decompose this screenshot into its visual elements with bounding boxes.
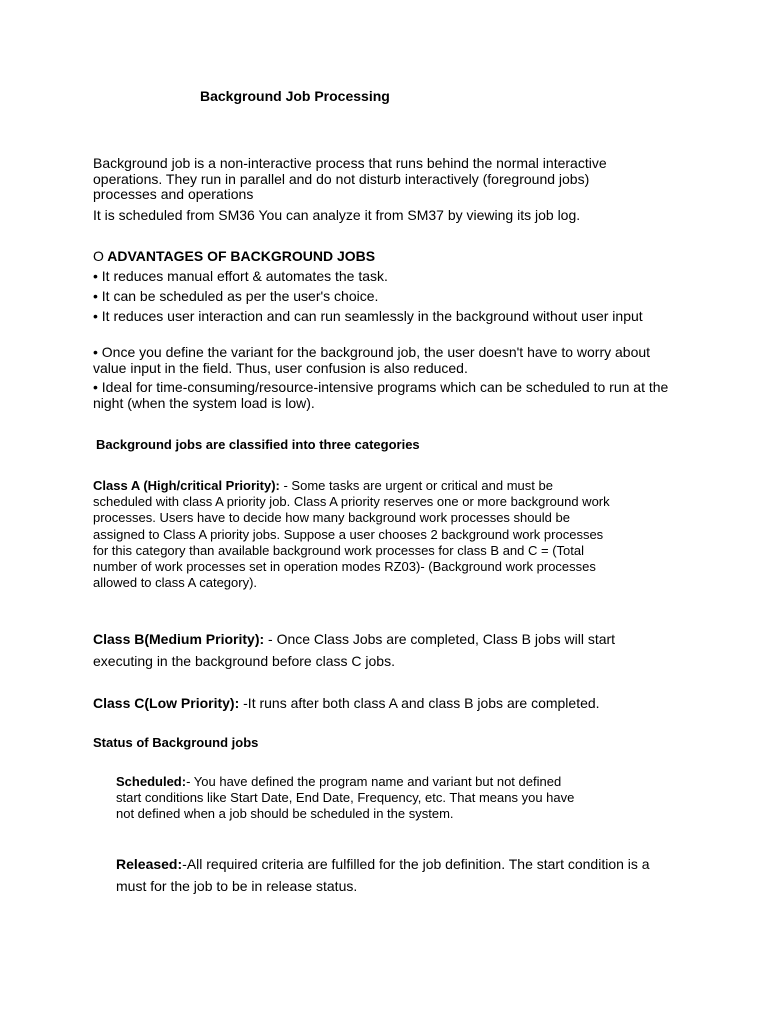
status-released-label: Released: <box>116 856 183 872</box>
page-title: Background Job Processing <box>200 88 390 104</box>
advantage-item: • Once you define the variant for the background job, the user doesn't have to worry about value input in the field. Thus, user confusion is also reduced. <box>93 344 651 376</box>
status-scheduled-paragraph <box>116 774 586 823</box>
advantage-item: • Ideal for time-consuming/resource-intensive programs which can be scheduled to run at the night (when the system load is low). <box>93 379 669 411</box>
class-a-paragraph <box>93 478 613 591</box>
status-heading: Status of Background jobs <box>93 735 259 750</box>
categories-heading: Background jobs are classified into three categories <box>96 437 420 452</box>
status-released-paragraph <box>116 853 681 897</box>
class-b-label: Class B(Medium Priority): <box>93 631 265 647</box>
advantage-item: • It can be scheduled as per the user's choice. <box>93 288 379 304</box>
advantage-item: • It reduces manual effort & automates the task. <box>93 268 388 284</box>
class-c-text: -It runs after both class A and class B jobs are completed. <box>239 695 600 711</box>
class-a-text: - Some tasks are urgent or critical and must be scheduled with class A priority job. Class A priority reserves one or more background work processes. Users have to decide how many background work processes should be assigned to Class A priority jobs. Suppose a user chooses 2 background work processes for this category than available background work processes for class B and C = (Total number of work processes set in operation modes RZ03)- (Background work processes allowed to class A category). <box>93 478 610 591</box>
class-b-text: - Once Class Jobs are completed, Class B jobs will start executing in the background before class C jobs. <box>93 631 616 669</box>
class-a-label: Class A (High/critical Priority): <box>93 478 280 493</box>
advantages-heading <box>93 248 375 264</box>
class-c-label: Class C(Low Priority): <box>93 695 240 711</box>
circle-bullet-icon: O <box>93 248 104 264</box>
status-scheduled-text: - You have defined the program name and variant but not defined start conditions like Start Date, End Date, Frequency, etc. That means you have not defined when a job should be scheduled in the system. <box>116 774 575 822</box>
status-released-text: -All required criteria are fulfilled for the job definition. The start condition is a must for the job to be in release status. <box>116 856 650 894</box>
intro-paragraph: Background job is a non-interactive process that runs behind the normal interactive operations. They run in parallel and do not disturb interactively (foreground jobs) processes and operations <box>93 155 607 202</box>
advantages-heading-text: ADVANTAGES OF BACKGROUND JOBS <box>107 248 376 264</box>
status-scheduled-label: Scheduled: <box>116 774 187 789</box>
advantage-item: • It reduces user interaction and can run seamlessly in the background without user input <box>93 308 643 324</box>
intro-scheduling-paragraph: It is scheduled from SM36 You can analyze it from SM37 by viewing its job log. <box>93 207 581 223</box>
class-c-paragraph <box>93 695 600 711</box>
class-b-paragraph <box>93 628 653 672</box>
